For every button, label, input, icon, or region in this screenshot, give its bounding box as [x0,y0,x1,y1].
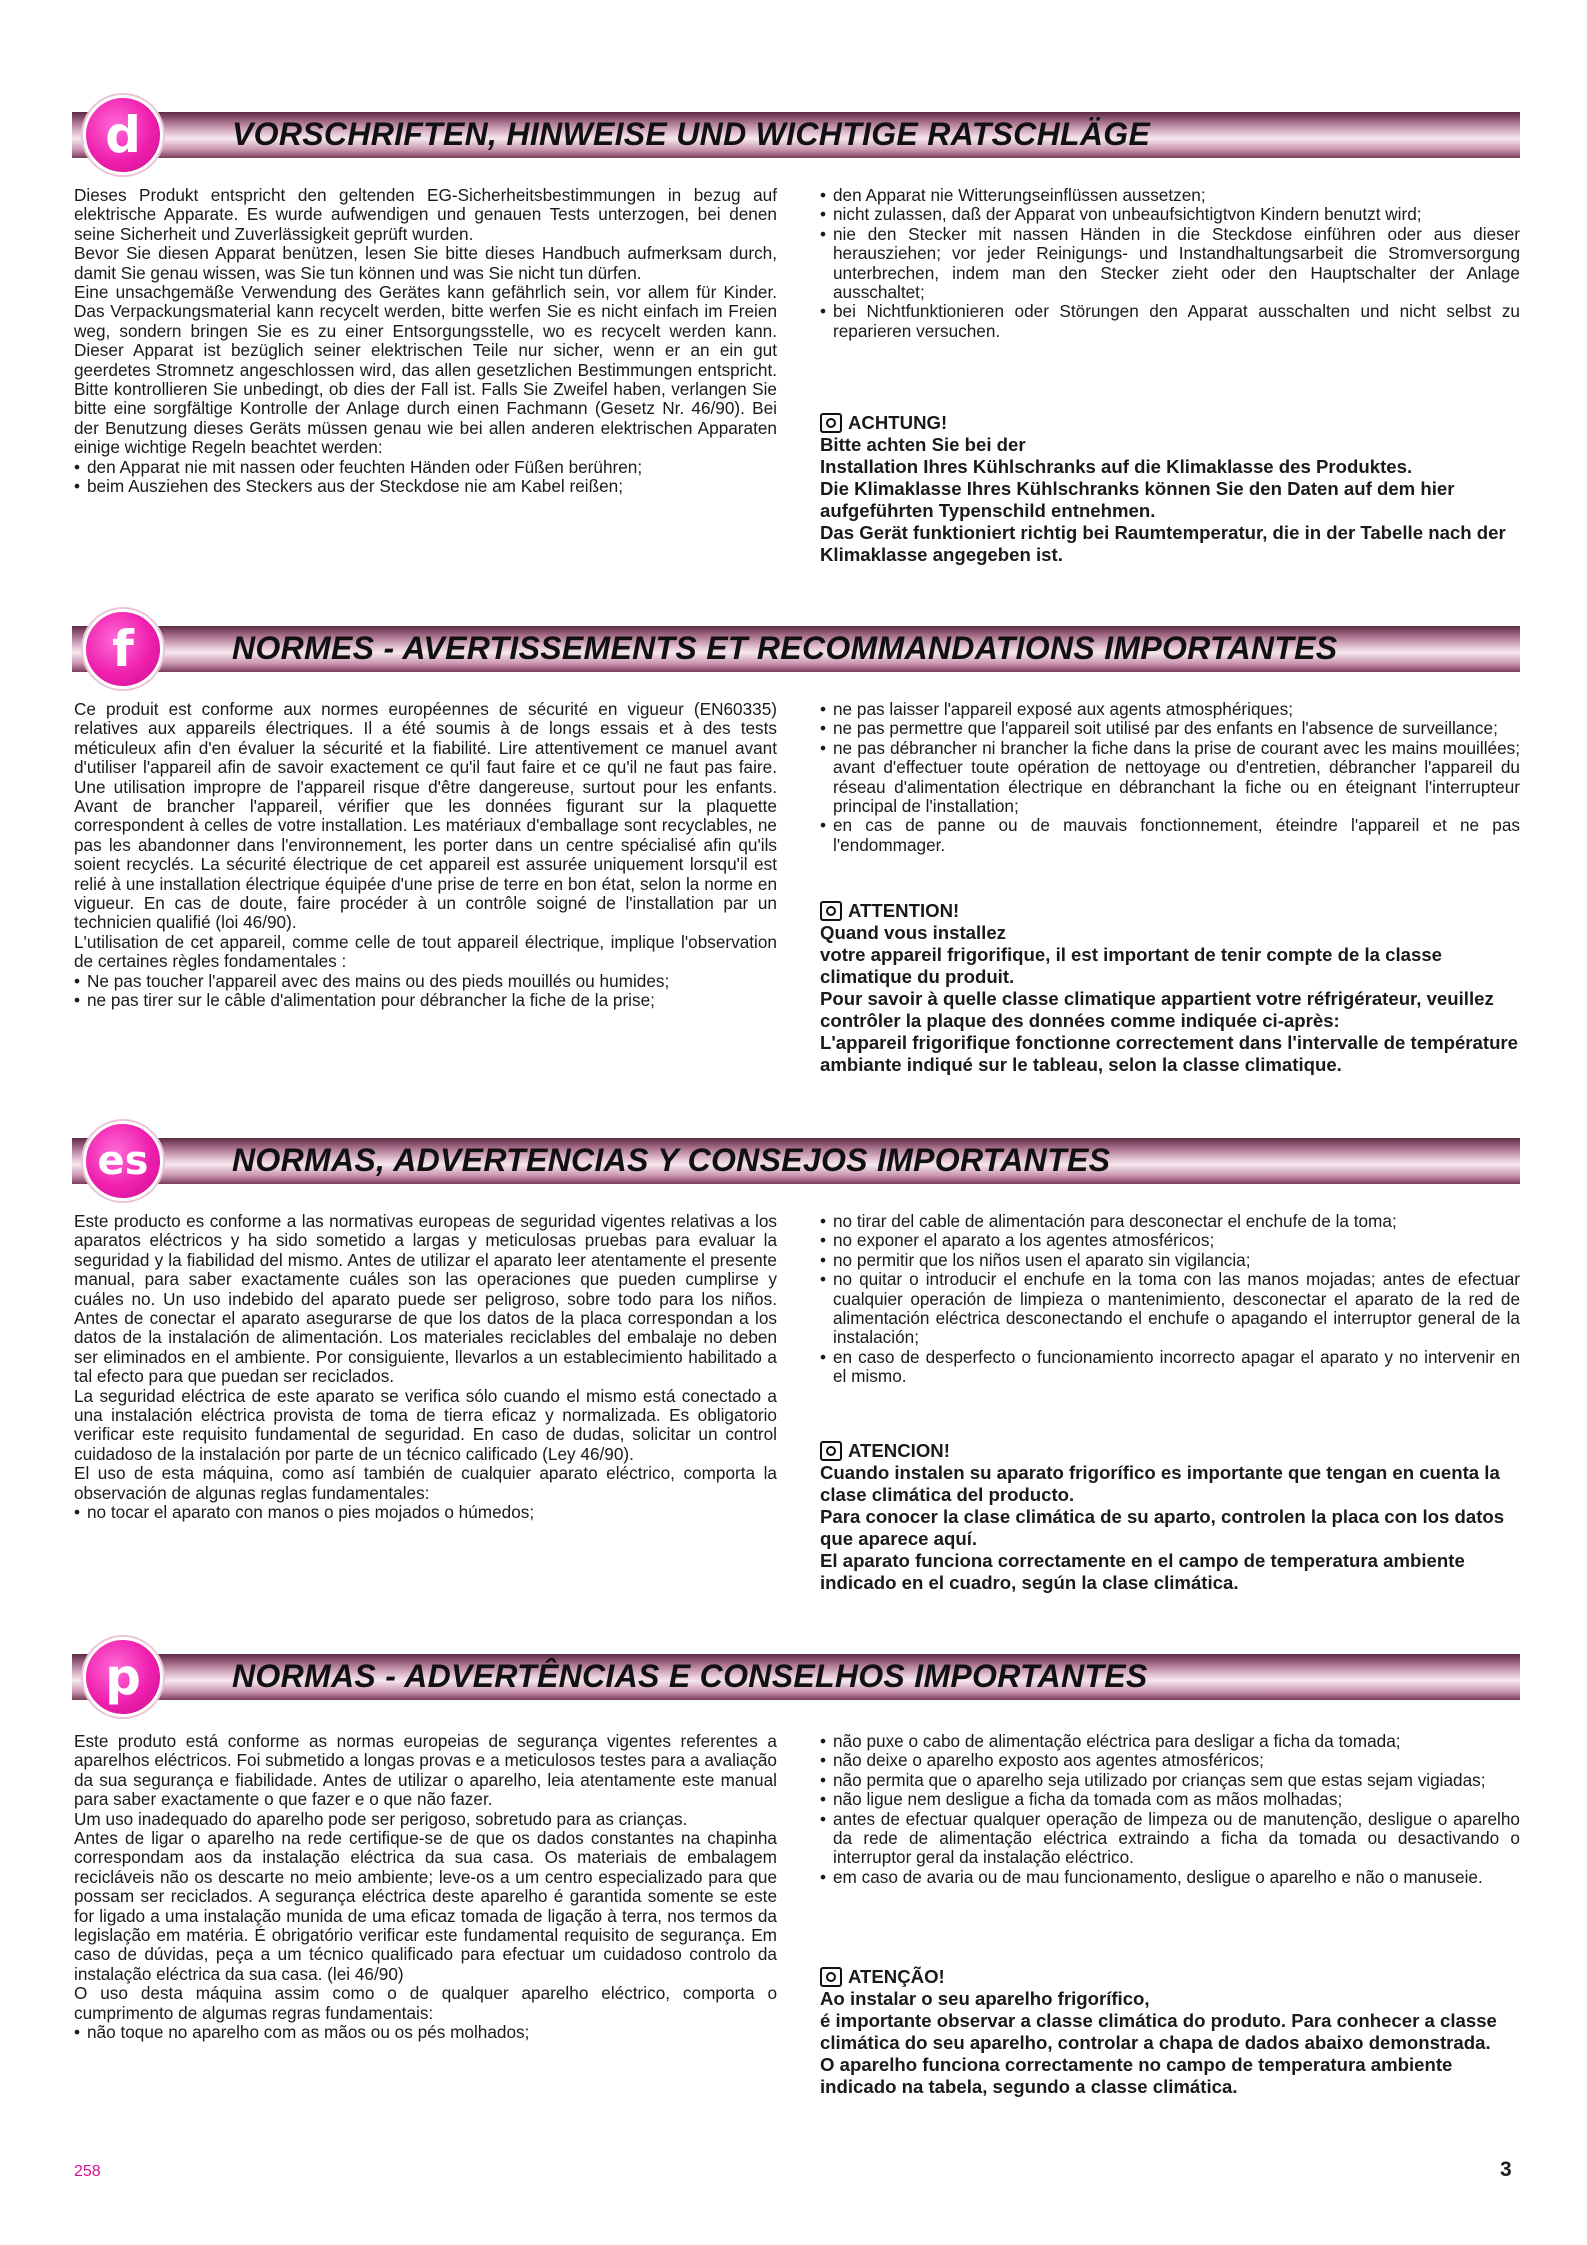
list-item: • nie den Stecker mit nassen Händen in die Steckdose einführen oder aus dieser herausziehen; vor jeder Reinigungs- und Instandhaltungsarbeit die Stromversorgung unterbrechen, indem man den Stecker zieht oder den Hauptschalter der Anlage ausschaltet; [820,225,1520,303]
bullet-list [820,1212,1520,1387]
warning-heading [820,900,1520,922]
warning-icon [820,901,842,921]
paragraph: O uso desta máquina assim como o de qualquer aparelho eléctrico, comporta o cumprimento de algumas regras fundamentais: [74,1983,777,2023]
paragraph: El uso de esta máquina, como así también de cualquier aparato eléctrico, comporta la observación de algunas reglas fundamentales: [74,1463,777,1503]
language-badge-portuguese: p [83,1637,163,1717]
language-badge-german: d [83,95,163,175]
section-title-spanish: NORMAS, ADVERTENCIAS Y CONSEJOS IMPORTANTES [232,1142,1111,1178]
list-item: • en caso de desperfecto o funcionamiento incorrecto apagar el aparato y no intervenir en el mismo. [820,1348,1520,1387]
list-item: • bei Nichtfunktionieren oder Störungen den Apparat ausschalten und nicht selbst zu reparieren versuchen. [820,302,1520,341]
paragraph: Antes de ligar o aparelho na rede certifique-se de que os dados constantes na chapinha correspondam aos da instalação eléctrica da sua casa. Os materiais de embalagem recicláveis não os descarte no meio ambiente; leve-os a um centro especializado para que possam ser reciclados. A segurança eléctrica deste aparelho é garantida somente se este for ligado a uma instalação munida de uma eficaz tomada de ligação à terra, nos termos da legislação em matéria. É obrigatório verificar este fundamental requisito de segurança. Em caso de dúvidas, peça a um técnico qualificado para efectuar um cuidadoso controlo da instalação eléctrica da sua casa. (lei 46/90) [74,1828,777,1984]
list-item: • no permitir que los niños usen el aparato sin vigilancia; [820,1251,1520,1270]
list-item: • não ligue nem desligue a ficha da tomada com as mãos molhadas; [820,1790,1520,1809]
warning-line: Para conocer la clase climática de su aparto, controlen la placa con los datos que aparece aquí. [820,1506,1505,1549]
paragraph: Dieses Produkt entspricht den geltenden EG-Sicherheitsbestimmungen in bezug auf elektrische Apparate. Es wurde aufwendigen und genauen Tests unterzogen, bei denen seine Sicherheit und Zuverlässigkeit geprüft wurden. [74,185,777,244]
right-column-german [820,186,1520,341]
list-item: • beim Ausziehen des Steckers aus der Steckdose nie am Kabel reißen; [74,477,777,496]
list-item: • em caso de avaria ou de mau funcionamento, desligue o aparelho e não o manuseie. [820,1868,1520,1887]
warning-box-portuguese [820,1966,1520,2098]
list-item: • não deixe o aparelho exposto aos agentes atmosféricos; [820,1751,1520,1770]
list-item: • não permita que o aparelho seja utilizado por crianças sem que estas sejam vigiadas; [820,1771,1520,1790]
warning-box-french [820,900,1520,1076]
list-item: • Ne pas toucher l'appareil avec des mains ou des pieds mouillés ou humides; [74,972,777,991]
bullet-list [74,1503,777,1522]
right-column-spanish [820,1212,1520,1387]
paragraph: Um uso inadequado do aparelho pode ser perigoso, sobretudo para as crianças. [74,1808,688,1829]
paragraph: Bevor Sie diesen Apparat benützen, lesen Sie bitte dieses Handbuch aufmerksam durch, damit Sie genau wissen, was Sie tun können und was Sie nicht tun dürfen. [74,243,777,283]
list-item: • no tirar del cable de alimentación para desconectar el enchufe de la toma; [820,1212,1520,1231]
warning-line: O aparelho funciona correctamente no campo de temperatura ambiente indicado na tabela, segundo a classe climática. [820,2054,1453,2097]
list-item: • ne pas débrancher ni brancher la fiche dans la prise de courant avec les mains mouillées; avant d'effectuer toute opération de nettoyage ou d'entretien, débrancher l'appareil du réseau d'alimentation électrique en débranchant la fiche ou en éteignant l'interrupteur principal de l'installation; [820,739,1520,817]
list-item: • den Apparat nie Witterungseinflüssen aussetzen; [820,186,1520,205]
paragraph: Ce produit est conforme aux normes européennes de sécurité en vigueur (EN60335) relatives aux appareils électriques. Il a été soumis à de longs essais et à des tests méticuleux afin d'en évaluer la sécurité et la fiabilité. Lire attentivement ce manuel avant d'utiliser l'appareil afin de savoir exactement ce qu'il faut faire et ce qu'il ne faut pas faire. Une utilisation impropre de l'appareil risque d'être dangereuse, surtout pour les enfants. Avant de brancher l'appareil, vérifier que les données figurant sur la plaquette correspondent à celles de votre installation. Les matériaux d'emballage sont recyclables, ne pas les abandonner dans l'environnement, les porter dans un centre spécialisé afin qu'ils soient recyclés. La sécurité électrique de cet appareil est assurée uniquement lorsqu'il est relié à une installation électrique équipée d'une prise de terre en bon état, selon la norme en vigueur. En cas de doute, faire procéder à un contrôle soigné de l'installation par un technicien qualifié (loi 46/90). [74,699,777,933]
warning-line: Quand vous installez [820,922,1006,943]
list-item: • ne pas laisser l'appareil exposé aux agents atmosphériques; [820,700,1520,719]
left-column-german [74,186,777,497]
list-item: • antes de efectuar qualquer operação de limpeza ou de manutenção, desligue o aparelho da rede de alimentação eléctrica extraindo a ficha da tomada ou desactivando o interruptor geral da instalação eléctrico. [820,1810,1520,1868]
section-title-portuguese: NORMAS - ADVERTÊNCIAS E CONSELHOS IMPORTANTES [232,1658,1148,1694]
warning-icon [820,1441,842,1461]
warning-title: ATENÇÃO! [848,1966,945,1987]
warning-title: ATENCION! [848,1440,950,1461]
page-number: 3 [1500,2158,1512,2181]
list-item: • ne pas permettre que l'appareil soit utilisé par des enfants en l'absence de surveillance; [820,719,1520,738]
list-item: • ne pas tirer sur le câble d'alimentation pour débrancher la fiche de la prise; [74,991,777,1010]
bullet-list [820,1732,1520,1887]
right-column-portuguese [820,1732,1520,1887]
warning-line: Installation Ihres Kühlschranks auf die Klimaklasse des Produktes. [820,456,1413,477]
warning-title: ACHTUNG! [848,412,948,433]
list-item: • en cas de panne ou de mauvais fonctionnement, éteindre l'appareil et ne pas l'endommager. [820,816,1520,855]
warning-line: Ao instalar o seu aparelho frigorífico, [820,1988,1150,2009]
warning-line: L'appareil frigorifique fonctionne correctement dans l'intervalle de température ambiante indiqué sur le tableau, selon la classe climatique. [820,1032,1519,1075]
paragraph: La seguridad eléctrica de este aparato se verifica sólo cuando el mismo está conectado a una instalación eléctrica provista de toma de tierra eficaz y normalizada. Es obligatorio verificar este requisito fundamental de seguridad. En caso de dudas, solicitar un control cuidadoso de la instalación por parte de un técnico calificado (Ley 46/90). [74,1385,777,1464]
footer-code: 258 [74,2163,101,2180]
bullet-list [820,700,1520,855]
warning-line: Pour savoir à quelle classe climatique appartient votre réfrigérateur, veuillez contrôler la plaque des données comme indiquée ci-après: [820,988,1494,1031]
paragraph: Este producto es conforme a las normativas europeas de seguridad vigentes relativas a los aparatos eléctricos y ha sido sometido a largas y meticulosas pruebas para evaluar la seguridad y la fiabilidad del mismo. Antes de utilizar el aparato leer atentamente el presente manual, para saber exactamente cuáles son las operaciones que pueden cumplirse y cuáles no. Un uso indebido del aparato puede ser peligroso, sobre todo para los niños. Antes de conectar el aparato asegurarse de que los datos de la placa correspondan a los datos de la instalación de alimentación. Los materiales reciclables del embalaje no deben ser eliminados en el ambiente. Por consiguiente, llevarlos a un establecimiento habilitado a tal efecto para que puedan ser reciclados. [74,1211,777,1387]
list-item: • no tocar el aparato con manos o pies mojados o húmedos; [74,1503,777,1522]
left-column-portuguese [74,1732,777,2043]
left-column-french [74,700,777,1011]
warning-line: Die Klimaklasse Ihres Kühlschranks können Sie den Daten auf dem hier aufgeführten Typenschild entnehmen. [820,478,1455,521]
warning-title: ATTENTION! [848,900,960,921]
language-badge-french: f [83,609,163,689]
warning-icon [820,1967,842,1987]
list-item: • den Apparat nie mit nassen oder feuchten Händen oder Füßen berühren; [74,458,777,477]
paragraph: L'utilisation de cet appareil, comme celle de tout appareil électrique, implique l'observation de certaines règles fondamentales : [74,931,777,972]
warning-box-spanish [820,1440,1520,1594]
warning-line: Cuando instalen su aparato frigorífico es importante que tengan en cuenta la clase climática del producto. [820,1462,1500,1505]
bullet-list [74,2023,777,2042]
paragraph: Eine unsachgemäße Verwendung des Gerätes kann gefährlich sein, vor allem für Kinder. Das Verpackungsmaterial kann recycelt werden, bitte werfen Sie es nicht einfach im Freien weg, sondern bringen Sie es zu einer Entsorgungsstelle, wo es recycelt werden kann. Dieser Apparat ist bezüglich seiner elektrischen Teile nur sicher, wenn er an ein gut geerdetes Stromnetz angeschlossen wird, das allen gesetzlichen Bestimmungen entspricht. Bitte kontrollieren Sie unbedingt, ob dies der Fall ist. Falls Sie Zweifel haben, verlangen Sie bitte eine sorgfältige Kontrolle der Anlage durch einen Fachmann (Gesetz Nr. 46/90). Bei der Benutzung dieses Geräts müssen genau wie bei allen anderen elektrischen Apparaten einige wichtige Regeln beachtet werden: [74,282,777,458]
warning-icon [820,413,842,433]
bullet-list [74,972,777,1011]
left-column-spanish [74,1212,777,1523]
list-item: • no quitar o introducir el enchufe en la toma con las manos mojadas; antes de efectuar cualquier operación de limpieza o mantenimiento, desconectar el aparato de la red de alimentación eléctrica desconectando el enchufe o apagando el interruptor general de la instalación; [820,1270,1520,1348]
list-item: • nicht zulassen, daß der Apparat von unbeaufsichtigtvon Kindern benutzt wird; [820,205,1520,224]
list-item: • não puxe o cabo de alimentação eléctrica para desligar a ficha da tomada; [820,1732,1520,1751]
warning-box-german [820,412,1520,566]
section-title-french: NORMES - AVERTISSEMENTS ET RECOMMANDATIONS IMPORTANTES [232,630,1338,666]
warning-line: Das Gerät funktioniert richtig bei Raumtemperatur, die in der Tabelle nach der Klimaklasse angegeben ist. [820,522,1506,565]
warning-line: Bitte achten Sie bei der [820,434,1026,455]
warning-heading [820,1966,1520,1988]
right-column-french [820,700,1520,855]
list-item: • no exponer el aparato a los agentes atmosféricos; [820,1231,1520,1250]
warning-line: El aparato funciona correctamente en el campo de temperatura ambiente indicado en el cuadro, según la clase climática. [820,1550,1465,1593]
warning-line: é importante observar a classe climática do produto. Para conhecer a classe climática do seu aparelho, controlar a chapa de dados abaixo demonstrada. [820,2010,1497,2053]
language-badge-spanish: es [83,1121,163,1201]
warning-line: votre appareil frigorifique, il est important de tenir compte de la classe climatique du produit. [820,944,1443,987]
warning-heading [820,1440,1520,1462]
bullet-list [820,186,1520,341]
bullet-list [74,458,777,497]
warning-heading [820,412,1520,434]
list-item: • não toque no aparelho com as mãos ou os pés molhados; [74,2023,777,2042]
paragraph: Este produto está conforme as normas europeias de segurança vigentes referentes a aparelhos eléctricos. Foi submetido a longas provas e a meticulosos testes para a avaliação da sua segurança e fiabilidade. Antes de utilizar o aparelho, leia atentamente este manual para saber exactamente o que fazer e o que não fazer. [74,1731,777,1810]
section-title-german: VORSCHRIFTEN, HINWEISE UND WICHTIGE RATSCHLÄGE [232,116,1151,152]
